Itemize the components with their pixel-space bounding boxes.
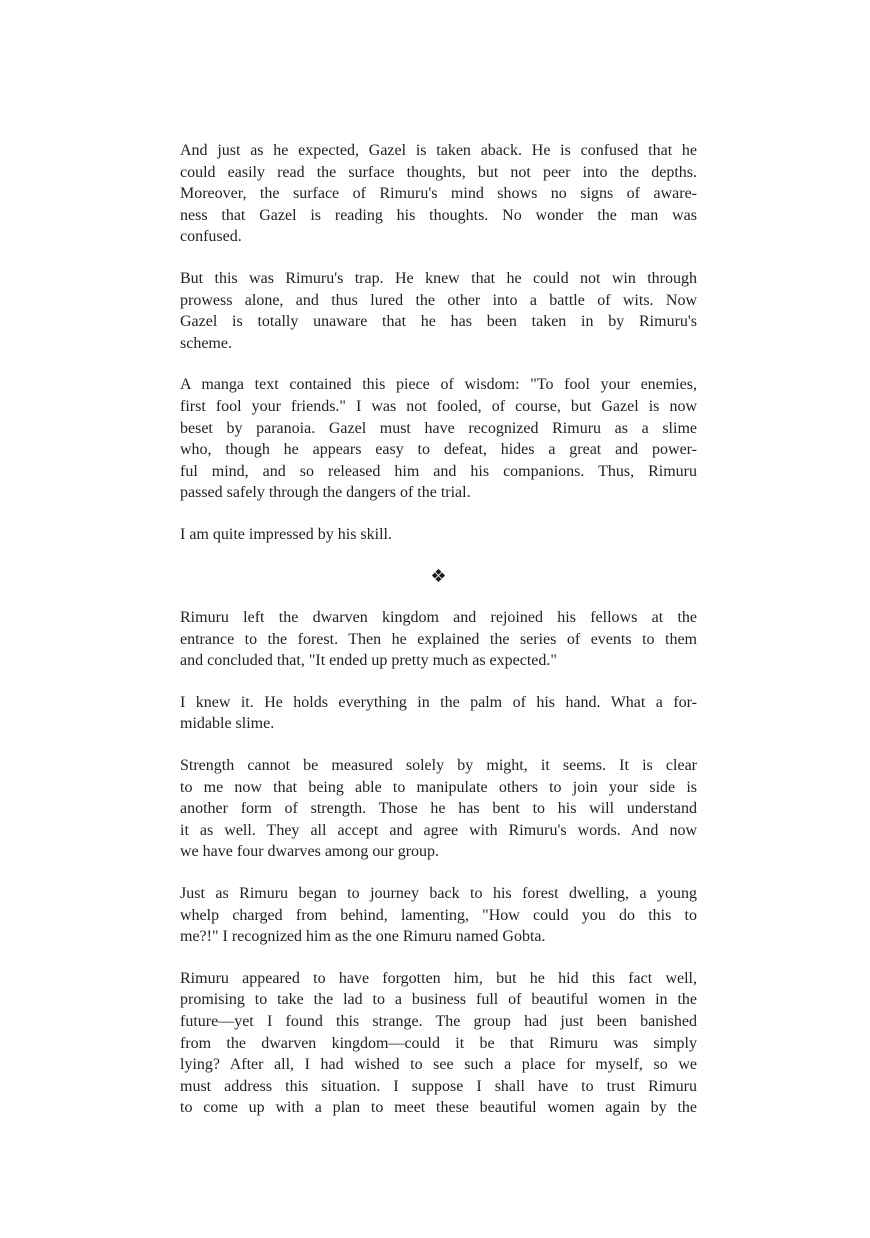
paragraph-line: from the dwarven kingdom—could it be that Rimuru was simply (180, 1034, 697, 1052)
paragraph-line: A manga text contained this piece of wisdom: "To fool your enemies, (180, 376, 697, 394)
paragraph-line: I am quite impressed by his skill. (180, 525, 392, 543)
paragraph-line: me?!" I recognized him as the one Rimuru named Gobta. (180, 928, 546, 946)
paragraph-line: must address this situation. I suppose I shall have to trust Rimuru (180, 1077, 697, 1095)
paragraph-line: scheme. (180, 334, 232, 352)
paragraph-line: first fool your friends." I was not fooled, of course, but Gazel is now (180, 397, 697, 415)
paragraph-line: and concluded that, "It ended up pretty much as expected." (180, 652, 557, 670)
paragraph-line: whelp charged from behind, lamenting, "How could you do this to (180, 906, 697, 924)
paragraph (180, 968, 697, 1119)
paragraph-line: But this was Rimuru's trap. He knew that he could not win through (180, 269, 697, 287)
paragraph-line: Strength cannot be measured solely by might, it seems. It is clear (180, 757, 697, 775)
paragraph-line: entrance to the forest. Then he explained the series of events to them (180, 630, 697, 648)
paragraph-line: we have four dwarves among our group. (180, 843, 440, 861)
paragraph-line: confused. (180, 228, 242, 246)
paragraph-line: Moreover, the surface of Rimuru's mind shows no signs of aware- (180, 185, 697, 203)
paragraph-line: lying? After all, I had wished to see such a place for myself, so we (180, 1056, 697, 1074)
paragraph-line: Just as Rimuru began to journey back to his forest dwelling, a young (180, 885, 697, 903)
paragraph-line: ful mind, and so released him and his companions. Thus, Rimuru (180, 462, 697, 480)
paragraph-line: passed safely through the dangers of the trial. (180, 484, 471, 502)
paragraph-line: promising to take the lad to a business full of beautiful women in the (180, 991, 697, 1009)
section-divider (180, 566, 697, 588)
four-diamond-icon: ❖ (430, 565, 447, 587)
paragraph-line: I knew it. He holds everything in the palm of his hand. What a for- (180, 693, 697, 711)
paragraph-line: it as well. They all accept and agree with Rimuru's words. And now (180, 821, 697, 839)
paragraph (180, 692, 697, 735)
paragraph-line: beset by paranoia. Gazel must have recognized Rimuru as a slime (180, 419, 697, 437)
paragraph (180, 755, 697, 863)
paragraph-line: to come up with a plan to meet these beautiful women again by the (180, 1099, 697, 1117)
paragraph-line: Rimuru appeared to have forgotten him, but he hid this fact well, (180, 969, 697, 987)
paragraph-line: future—yet I found this strange. The group had just been banished (180, 1013, 697, 1030)
paragraph (180, 883, 697, 948)
page-text (180, 140, 697, 1139)
paragraph-line: Gazel is totally unaware that he has been taken in by Rimuru's (180, 313, 697, 331)
paragraph-line: Rimuru left the dwarven kingdom and rejoined his fellows at the (180, 609, 697, 627)
paragraph (180, 140, 697, 248)
paragraph-line: to me now that being able to manipulate others to join your side is (180, 778, 697, 796)
paragraph (180, 268, 697, 354)
paragraph-line: prowess alone, and thus lured the other into a battle of wits. Now (180, 291, 697, 309)
paragraph-line: could easily read the surface thoughts, but not peer into the depths. (180, 163, 697, 181)
paragraph (180, 374, 697, 504)
paragraph (180, 607, 697, 672)
paragraph-line: ness that Gazel is reading his thoughts. No wonder the man was (180, 206, 697, 224)
paragraph-line: And just as he expected, Gazel is taken aback. He is confused that he (180, 142, 697, 159)
paragraph-line: another form of strength. Those he has bent to his will understand (180, 800, 697, 818)
paragraph-line: midable slime. (180, 715, 275, 733)
paragraph-line: who, though he appears easy to defeat, hides a great and power- (180, 441, 697, 459)
paragraph (180, 524, 697, 546)
